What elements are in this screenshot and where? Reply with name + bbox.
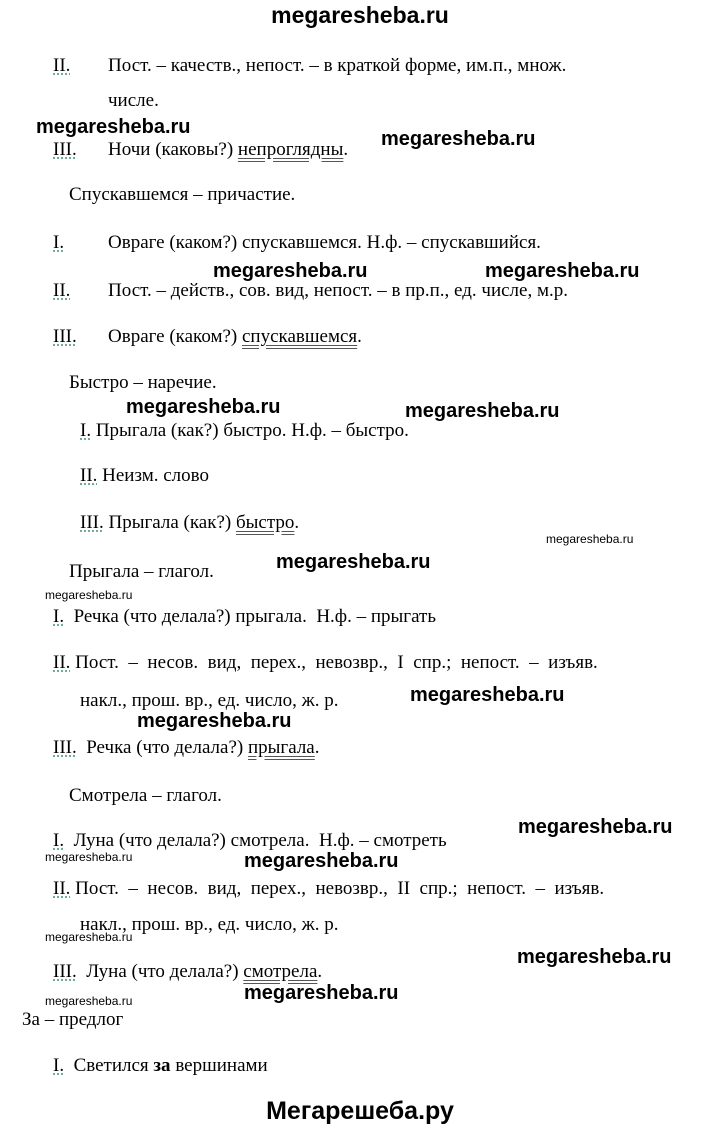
line-text: Светился — [64, 1055, 154, 1076]
roman-numeral: I. — [80, 420, 92, 441]
line-end: вершинами — [170, 1055, 268, 1076]
text-line — [53, 652, 598, 674]
roman-numeral: III. — [53, 139, 77, 160]
watermark: megaresheba.ru — [45, 994, 133, 1008]
watermark: megaresheba.ru — [546, 532, 634, 546]
line-end: . — [294, 512, 300, 533]
text-line — [80, 465, 209, 487]
roman-numeral: III. — [80, 512, 104, 533]
line-text: Речка (что делала?) — [76, 737, 248, 758]
line-end: . — [357, 326, 362, 347]
text-line — [69, 372, 217, 394]
watermark: megaresheba.ru — [405, 400, 560, 422]
line-end: . — [314, 737, 320, 758]
line-text: накл., прош. вр., ед. число, ж. р. — [80, 914, 339, 935]
text-line — [80, 512, 299, 534]
site-header: megaresheba.ru — [271, 2, 449, 28]
line-text: накл., прош. вр., ед. число, ж. р. — [80, 690, 339, 711]
line-text: Быстро – наречие. — [69, 372, 217, 393]
text-line — [53, 326, 362, 348]
watermark: megaresheba.ru — [137, 710, 292, 732]
line-text: Речка (что делала?) прыгала. Н.ф. – прыгать — [64, 606, 436, 627]
roman-numeral: I. — [53, 1055, 65, 1076]
roman-numeral: III. — [53, 326, 77, 347]
line-end: . — [317, 961, 323, 982]
watermark: megaresheba.ru — [36, 116, 191, 138]
bold-word: за — [153, 1055, 171, 1076]
roman-numeral: I. — [53, 606, 65, 627]
text-line — [53, 737, 320, 759]
line-text: Прыгала – глагол. — [69, 561, 214, 582]
line-text: Пост. – несов. вид, перех., невозвр., I спр.; непост. – изъяв. — [70, 652, 598, 673]
watermark: megaresheba.ru — [518, 816, 673, 838]
text-line — [69, 561, 214, 583]
watermark: megaresheba.ru — [45, 930, 133, 944]
watermark: megaresheba.ru — [45, 588, 133, 602]
line-text: Неизм. слово — [97, 465, 209, 486]
text-line — [108, 90, 159, 112]
watermark: megaresheba.ru — [410, 684, 565, 706]
roman-numeral: II. — [80, 465, 98, 486]
text-line — [53, 55, 566, 77]
underlined-word: прыгала — [248, 737, 315, 758]
line-text: Пост. – действ., сов. вид, непост. – в пр.п., ед. числе, м.р. — [108, 280, 568, 301]
line-text: Овраге (каком?) — [108, 326, 242, 347]
roman-numeral: II. — [53, 652, 71, 673]
text-line — [53, 878, 604, 900]
line-text: числе. — [108, 90, 159, 111]
text-line — [53, 961, 322, 983]
text-line — [69, 184, 295, 206]
watermark: megaresheba.ru — [126, 396, 281, 418]
text-line — [53, 139, 348, 161]
watermark: megaresheba.ru — [517, 946, 672, 968]
line-text: Овраге (каком?) спускавшемся. Н.ф. – спускавшийся. — [108, 232, 541, 253]
roman-numeral: II. — [53, 55, 71, 76]
line-text: Ночи (каковы?) — [108, 139, 238, 160]
text-line — [53, 606, 436, 628]
watermark: megaresheba.ru — [276, 551, 431, 573]
line-text: Пост. – несов. вид, перех., невозвр., II спр.; непост. – изъяв. — [70, 878, 605, 899]
watermark: megaresheba.ru — [45, 850, 133, 864]
roman-numeral: III. — [53, 737, 77, 758]
line-text: За – предлог — [22, 1009, 124, 1030]
roman-numeral: I. — [53, 830, 65, 851]
text-line — [53, 1055, 268, 1077]
line-text: Смотрела – глагол. — [69, 785, 222, 806]
underlined-word: непроглядны — [237, 139, 344, 160]
text-line — [53, 232, 541, 254]
line-text: Луна (что делала?) — [76, 961, 244, 982]
text-line — [22, 1009, 123, 1031]
watermark: megaresheba.ru — [485, 260, 640, 282]
text-line — [69, 785, 222, 807]
line-text: Спускавшемся – причастие. — [69, 184, 296, 205]
text-line — [53, 280, 568, 302]
line-end: . — [343, 139, 349, 160]
watermark: megaresheba.ru — [244, 850, 399, 872]
roman-numeral: I. — [53, 232, 65, 253]
underlined-word: смотрела — [243, 961, 318, 982]
line-text: Луна (что делала?) смотрела. Н.ф. – смотреть — [64, 830, 447, 851]
text-line — [80, 420, 409, 442]
roman-numeral: III. — [53, 961, 77, 982]
watermark: megaresheba.ru — [213, 260, 368, 282]
roman-numeral: II. — [53, 280, 71, 301]
underlined-word: спускавшемся — [242, 326, 358, 347]
line-text: Прыгала (как?) — [103, 512, 236, 533]
roman-numeral: II. — [53, 878, 71, 899]
text-line — [80, 690, 338, 712]
underlined-word: быстро — [235, 512, 295, 533]
line-text: Пост. – качеств., непост. – в краткой форме, им.п., множ. — [108, 55, 567, 76]
watermark: megaresheba.ru — [244, 982, 399, 1004]
watermark: megaresheba.ru — [381, 128, 536, 150]
site-footer: Мегарешеба.ру — [266, 1097, 454, 1125]
line-text: Прыгала (как?) быстро. Н.ф. – быстро. — [91, 420, 409, 441]
